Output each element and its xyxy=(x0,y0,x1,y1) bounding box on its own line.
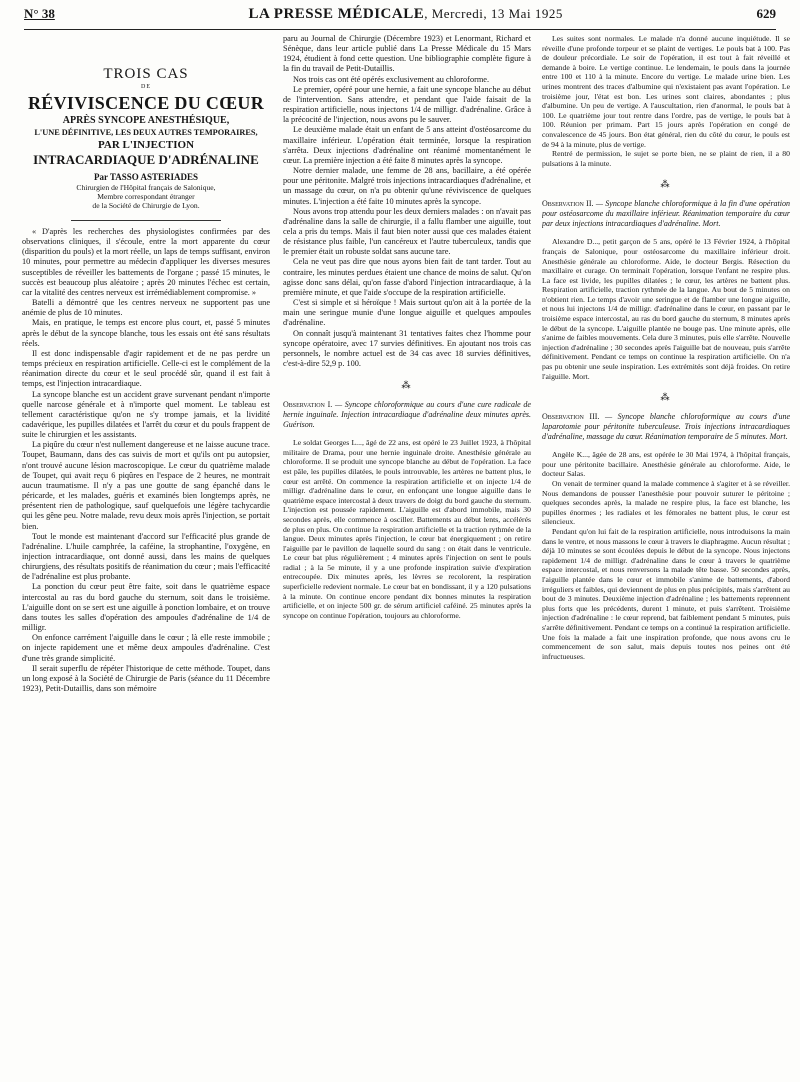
paragraph: Batelli a démontré que les centres nerveux ne supportent pas une anémie de plus de 10 minutes. xyxy=(22,298,270,318)
paragraph: La ponction du cœur peut être faite, soit dans le quatrième espace intercostal au ras du bord gauche du sternum, soit dans le troisième. L'aiguille dont on se sert est une aiguille à ponction lombaire, et on trouve dans toutes les salles d'opération des ampoules d'adrénaline de 1/4 de milligr. xyxy=(22,582,270,633)
paragraph: Nos trois cas ont été opérés exclusivement au chloroforme. xyxy=(293,74,490,84)
observation-label: Observation II. xyxy=(542,199,594,209)
paragraph: La piqûre du cœur n'est nullement dangereuse et ne laisse aucune trace. Toupet, Baumann, dans des cas suivis de mort et qu'ils ont pu autopsier, n'ont trouvé aucune lésion macroscopique. Le cœur du quatrième malade de Toupet, qui avait reçu 6 piqûres en l'espace de 2 heures, ne montrait aucun traumatisme. Il n'y a pas une goutte de sang épanché dans le péricarde, et les malades, guéris et examinés bien longtemps après, ne présentent rien de pathologique, sauf quelquefois une légère tachycardie qui les gêne peu. Notre malade, revu deux mois après l'injection, se portait bien. xyxy=(22,440,270,531)
affiliation-1: Chirurgien de l'Hôpital français de Salonique, xyxy=(76,183,216,192)
observation-label: Observation III. xyxy=(542,412,600,422)
paragraph: Les suites sont normales. Le malade n'a donné aucune inquiétude. Il se réveille d'une profonde torpeur et se plaint de vertiges. Le pouls bat à 100. Pas de douleur précordiale. Le soir de l'opération, il est tout à fait réveillé et demande à boire. Le vertige continue. Le lendemain, le pouls dans la journée entre 100 et 110 à la minute. Encore du vertige. Le malade urine bien. Les urines montrent des traces d'albumine qui n'existaient pas avant l'opération. Le troisième jour, l'état est bon. Les urines sont claires, abondantes ; plus d'albumine. Un peu de vertige. A l'auscultation, rien d'anormal, le pouls bat à 100. Le quatrième jour tout rentre dans l'ordre, pas de vertige, le pouls bat à 100. Réunion per primam. Part 15 jours après l'opération en congé de convalescence de 45 jours. Bon état général, rien du côté du cœur, le pouls est de 94 à la minute, plus de vertige. xyxy=(542,34,790,149)
paragraph: Rentré de permission, le sujet se porte bien, ne se plaint de rien, il a 80 pulsations à la minute. xyxy=(542,149,790,168)
paragraph: Mais, en pratique, le temps est encore plus court, et, passé 5 minutes après le début de la syncope blanche, tous les essais ont été sans résultats réels. xyxy=(22,318,270,348)
observation-1-continued xyxy=(542,34,790,168)
observation-2-body xyxy=(542,237,790,381)
observation-3-heading xyxy=(542,412,790,442)
section-stars: ⁂ xyxy=(401,380,413,391)
affiliation-3: de la Société de Chirurgie de Lyon. xyxy=(92,201,200,210)
title-line-1: TROIS CAS xyxy=(103,66,189,82)
heading-rule xyxy=(71,220,221,221)
paragraph: Il est donc indispensable d'agir rapidement et de ne pas perdre un temps précieux en respiration artificielle. Celle-ci est le complément de la réanimation directe du cœur et le seul procédé sûr, quand il est fait à temps, est l'injection intracardiaque. xyxy=(22,348,270,389)
title-line-5: L'UNE DÉFINITIVE, LES DEUX AUTRES TEMPORAIRES, xyxy=(34,128,258,137)
title-line-2: DE xyxy=(141,84,151,90)
observation-title: — Syncope blanche chloroformique au cours d'une laparotomie pour péritonite tuberculeuse. Trois injections intracardiaques d'adrénaline, massage du cœur. Réanimation temporaire de 5 minutes. Mort. xyxy=(542,412,790,442)
journal-name: LA PRESSE MÉDICALE xyxy=(248,6,425,22)
paragraph: La syncope blanche est un accident grave survenant pendant n'importe quelle narcose générale et à n'importe quel moment. Le tableau est tellement caractéristique qu'on ne s'y trompe jamais, et la lividité cadavérique, les pupilles dilatées et l'arrêt du cœur et du pouls frappent de suite le chirurgien et les assistants. xyxy=(22,389,270,440)
paragraph: C'est si simple et si héroïque ! Mais surtout qu'on ait à la portée de la main une seringue munie d'une longue aiguille et quelques ampoules d'adrénaline. xyxy=(283,298,531,328)
title-line-3: RÉVIVISCENCE DU CŒUR xyxy=(27,93,265,113)
paragraph: On enfonce carrément l'aiguille dans le cœur ; là elle reste immobile ; on injecte rapidement une et même deux ampoules d'adrénaline. C'est d'une très grande simplicité. xyxy=(22,633,270,663)
observation-1-body xyxy=(283,438,531,620)
article-heading xyxy=(22,66,270,210)
paragraph: Alexandre D..., petit garçon de 5 ans, opéré le 13 Février 1924, à l'hôpital français de Salonique, pour ostéosarcome du maxillaire inférieur droit. Anesthésie générale au chloroforme. Aide, le docteur Bergis. Résection du maxillaire et curage. On terminait l'opération, lorsque l'enfant ne respire plus. La face est livide, les pupilles dilatées ; le cœur, les artères ne battent plus. Respiration artificielle, traction rythmée de la langue. Au bout de 5 minutes on n'obtient rien. Le temps d'avoir une seringue et de flamber une longue aiguille, et nous lui injectons 1/4 de milligr. d'adrénaline dans le cœur, en passant par le troisième espace intercostal, au ras du bord gauche du sternum, 8 minutes après le début de la syncope. L'aiguille plantée ne bouge pas. Une minute après, elle s'anime de faibles mouvements. Cela dure 3 minutes, puis elle s'arrête. Nouvelle injection d'adrénaline ; 30 secondes après l'aiguille bat de nouveau, puis s'arrête définitivement. Pendant ce temps on continue la respiration artificielle. On n'a pas pu obtenir une seule inspiration. Les extrémités sont déjà froides. On retire l'aiguille. Mort. xyxy=(542,237,790,381)
section-stars: ⁂ xyxy=(660,179,672,190)
paragraph: Le soldat Georges L..., âgé de 22 ans, est opéré le 23 Juillet 1923, à l'hôpital militaire de Drama, pour une hernie inguinale droite. Anesthésie générale au chloroforme. Il se produit une syncope blanche au début de l'opération. La face est pâle, les pupilles dilatées, le pouls introuvable, les artères ne battent plus, le cœur est arrêté. On commence la respiration artificielle et on injecte 1/4 de milligr. d'adrénaline dans le cœur, en enfonçant une longue aiguille dans le quatrième espace intercostal à deux travers de doigt du bord gauche du sternum. L'injection est poussée rapidement. L'aiguille est d'abord immobile, mais 30 secondes après, elle commence à osciller. Battements au début lents, accélérés de plus en plus. On continue la respiration artificielle et la traction rythmée de la langue. Deux minutes après l'injection, le cœur bat énergiquement ; on retire l'aiguille par le pavillon de laquelle sourd du sang : on était dans le ventricule. Le cœur bat plus régulièrement ; 4 minutes après l'injection on sent le pouls radial ; à la 5e minute, il y a une profonde inspiration suivie d'expiration entrecoupée. Dix minutes après, les lèvres se recolorent, la respiration superficielle redevient normale. Le cœur bat en bondissant, il y a 120 pulsations à la minute. On continue encore pendant dix bonnes minutes la respiration artificielle, et on injecte 500 gr. de sérum artificiel caféiné. 25 minutes après la syncope on continue l'opération, toujours au chloroforme. xyxy=(283,438,531,620)
observation-3-body xyxy=(542,450,790,661)
paragraph: Il serait superflu de répéter l'historique de cette méthode. Toupet, dans un long exposé à la Société de Chirurgie de Paris (séance du 11 Décembre 1923), Petit-Dutaillis, dans son mémoire xyxy=(22,663,270,694)
title-line-6: PAR L'INJECTION xyxy=(97,139,195,151)
issue-date: , Mercredi, 13 Mai 1925 xyxy=(424,6,563,21)
observation-title: — Syncope chloroformique au cours d'une cure radicale de hernie inguinale. Injection intracardiaque d'adrénaline deux minutes après. Guérison. xyxy=(283,400,531,430)
col1-body xyxy=(22,227,270,694)
paragraph: Tout le monde est maintenant d'accord sur l'efficacité plus grande de l'adrénaline. L'huile camphrée, la caféine, la strophantine, l'oxygène, en injection intracardiaque, ont donné aussi, dans les mains de quelques chirurgiens, des résultats positifs de réanimation du cœur ; mais l'efficacité de l'adrénaline est plus probante. xyxy=(22,531,270,582)
affiliation-2: Membre correspondant étranger xyxy=(97,192,195,201)
column-2 xyxy=(283,34,531,1074)
page-number: 629 xyxy=(756,6,776,21)
author-line: Par TASSO ASTERIADES xyxy=(93,172,199,182)
journal-title xyxy=(249,6,563,23)
title-line-4: APRÈS SYNCOPE ANESTHÉSIQUE, xyxy=(62,115,230,126)
observation-title: — Syncope blanche chloroformique à la fin d'une opération pour ostéosarcome du maxillaire inférieur. Réanimation temporaire du cœur par deux injections intracardiaques d'adrénaline. Mort. xyxy=(542,199,790,229)
paragraph: Cela ne veut pas dire que nous ayons bien fait de tant tarder. Tout au contraire, les minutes perdues étaient une chance de moins de salut. Qu'on agisse donc sans délai, qu'on fasse d'abord l'injection intracardiaque, à la première minute, et que l'aide s'occupe de la respiration artificielle. xyxy=(283,257,531,297)
paragraph: paru au Journal de Chirurgie (Décembre 1923) et Lenormant, Richard et Sénèque, dans leur article publié dans La Presse Médicale du 15 Mars 1924, étudient à fond cette question. Une bibliographie complète figure à la fin du travail de Petit-Dutaillis. xyxy=(283,34,531,74)
paragraph: Pendant qu'on lui fait de la respiration artificielle, nous introduisons la main dans le ventre, et nous massons le cœur à travers le diaphragme. Aucun résultat ; déjà 10 minutes se sont écoulées depuis le début de la syncope. Nous injectons rapidement 1/4 de milligr. d'adrénaline dans le cœur à travers le quatrième espace intercostal, et nous renversons la malade tête basse. 50 secondes après, l'aiguille plantée dans le cœur et immobile s'anime de battements, d'abord irréguliers et faibles, qui deviennent de plus en plus précipités, mais s'arrêtent au bout de 3 minutes. Deuxième injection d'adrénaline ; les battements reprennent plus forts que les précédents, durent 1 minute, et puis s'arrêtent. Troisième injection d'adrénaline : le cœur reprend, bat faiblement pendant 5 minutes, puis s'arrête définitivement. Pendant ce temps on a continué la respiration artificielle. Une fois la malade a fait une inspiration profonde, que nous avons cru le commencement de son salut, mais depuis toutes nos peines ont été infructueuses. xyxy=(542,526,790,661)
paragraph: Le premier, opéré pour une hernie, a fait une syncope blanche au début de l'intervention. Sans attendre, et pendant que l'aide faisait de la respiration artificielle, nous injectons 1/4 de milligr. d'adrénaline. Grâce à la précocité de l'injection, nous avons pu le sauver. xyxy=(283,84,531,125)
paragraph: « D'après les recherches des physiologistes confirmées par des observations cliniques, il s'écoule, entre la mort apparente du cœur (disparition du pouls) et la mort réelle, un laps de temps suffisant, environ 10 minutes, pour permettre au médecin d'appliquer les diverses mesures susceptibles de réveiller les battements de l'organe ; passé 15 minutes, le succès est beaucoup plus aléatoire ; après 20 minutes l'échec est certain, car la vitalité des centres nerveux est irrémédiablement compromise. » xyxy=(22,227,270,297)
observation-label: Observation I. xyxy=(283,400,333,410)
paragraph: Angèle K..., âgée de 28 ans, est opérée le 30 Mai 1974, à l'hôpital français, pour une péritonite bacillaire. Anesthésie générale au chloroforme. Aide, le docteur Salas. xyxy=(542,450,790,479)
issue-number: N° 38 xyxy=(24,6,55,21)
paragraph: Le deuxième malade était un enfant de 5 ans atteint d'ostéosarcome du maxillaire inférieur. L'opération était terminée, lorsque la respiration s'arrêta. Deux injections d'adrénaline ont réanimé momentanément le cœur. La première injection a été faite 8 minutes après la syncope. xyxy=(283,125,531,165)
header-rule xyxy=(24,29,776,30)
column-1 xyxy=(22,34,270,1074)
observation-2-heading xyxy=(542,199,790,229)
section-stars: ⁂ xyxy=(660,392,672,403)
paragraph: On venait de terminer quand la malade commence à s'agiter et à se réveiller. Nous demandons de pousser l'anesthésie pour pouvoir suturer le péritoine ; quelques secondes après, la malade ne respire plus, la face est blanche, les pupilles énormes ; les radiales et les fémorales ne battent plus, le cœur est silencieux. xyxy=(542,479,790,527)
paragraph: Nous avons trop attendu pour les deux derniers malades : on n'avait pas d'adrénaline dans la salle de chirurgie, il a fallu flamber une aiguille, tout cela a pris du temps. Mais il faut bien noter aussi que ces malades étaient de résistance plus faible, l'un cancéreux et l'autre tuberculeux, tandis que le premier était un robuste soldat sans aucune tare. xyxy=(283,206,531,257)
paragraph: Notre dernier malade, une femme de 28 ans, bacillaire, a été opérée pour une péritonite. Malgré trois injections intracardiaques d'adrénaline, et un massage du cœur, on n'a pu obtenir qu'une réviviscence de quelques minutes. L'injection a été faite 10 minutes après la syncope. xyxy=(283,166,531,206)
title-line-7: INTRACARDIAQUE D'ADRÉNALINE xyxy=(33,152,259,167)
observation-1-heading xyxy=(283,400,531,430)
paragraph: On connaît jusqu'à maintenant 31 tentatives faites chez l'homme pour syncope opératoire, avec 17 survies définitives. En ajoutant nos trois cas personnels, le nombre actuel est de 34 cas avec 18 survies définitives, c'est-à-dire 52,9 p. 100. xyxy=(283,328,531,368)
page-header xyxy=(24,6,776,28)
column-3 xyxy=(542,34,790,1074)
